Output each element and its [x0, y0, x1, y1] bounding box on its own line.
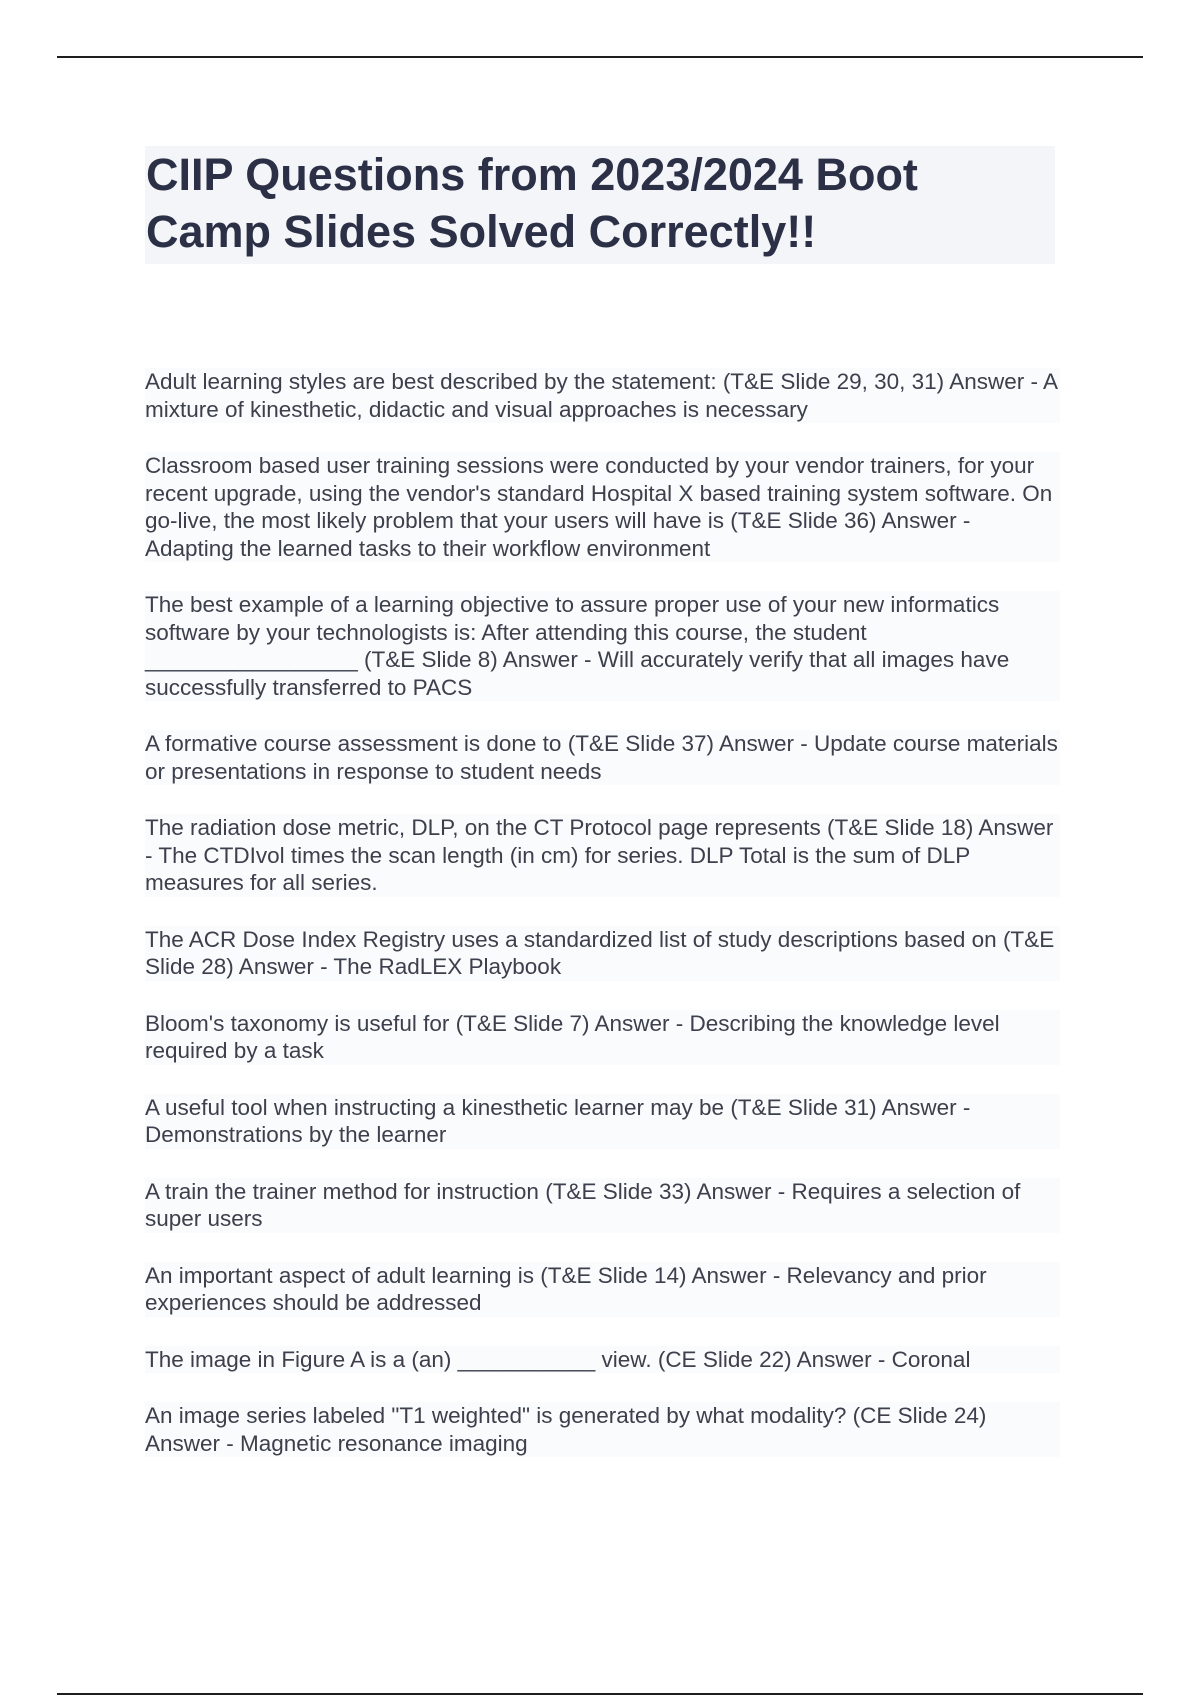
qa-item: The ACR Dose Index Registry uses a standardized list of study descriptions based on (T&E Slide 28) Answer - The RadLEX Playbook: [145, 926, 1060, 981]
qa-item: The radiation dose metric, DLP, on the CT Protocol page represents (T&E Slide 18) Answer - The CTDIvol times the scan length (in cm) for series. DLP Total is the sum of DLP measures for all series.: [145, 814, 1060, 897]
title-block: [145, 146, 1055, 264]
qa-item: A formative course assessment is done to (T&E Slide 37) Answer - Update course materials or presentations in response to student needs: [145, 730, 1060, 785]
document-title: CIIP Questions from 2023/2024 Boot Camp Slides Solved Correctly!!: [146, 149, 918, 257]
top-rule: [57, 56, 1143, 58]
qa-list: [145, 368, 1060, 1486]
qa-item: A train the trainer method for instruction (T&E Slide 33) Answer - Requires a selection of super users: [145, 1178, 1060, 1233]
qa-item: An image series labeled "T1 weighted" is generated by what modality? (CE Slide 24) Answer - Magnetic resonance imaging: [145, 1402, 1060, 1457]
qa-item: Classroom based user training sessions were conducted by your vendor trainers, for your recent upgrade, using the vendor's standard Hospital X based training system software. On go-live, the most likely problem that your users will have is (T&E Slide 36) Answer - Adapting the learned tasks to their workflow environment: [145, 452, 1060, 562]
qa-item: A useful tool when instructing a kinesthetic learner may be (T&E Slide 31) Answer - Demonstrations by the learner: [145, 1094, 1060, 1149]
bottom-rule: [57, 1693, 1143, 1695]
qa-item: Adult learning styles are best described by the statement: (T&E Slide 29, 30, 31) Answer - A mixture of kinesthetic, didactic and visual approaches is necessary: [145, 368, 1060, 423]
qa-item: The best example of a learning objective to assure proper use of your new informatics software by your technologists is: After attending this course, the student _________________ (T&E Slide 8) Answer - Will accurately verify that all images have successfully transferred to PACS: [145, 591, 1060, 701]
qa-item: The image in Figure A is a (an) ___________ view. (CE Slide 22) Answer - Coronal: [145, 1346, 1060, 1374]
qa-item: Bloom's taxonomy is useful for (T&E Slide 7) Answer - Describing the knowledge level required by a task: [145, 1010, 1060, 1065]
qa-item: An important aspect of adult learning is (T&E Slide 14) Answer - Relevancy and prior experiences should be addressed: [145, 1262, 1060, 1317]
